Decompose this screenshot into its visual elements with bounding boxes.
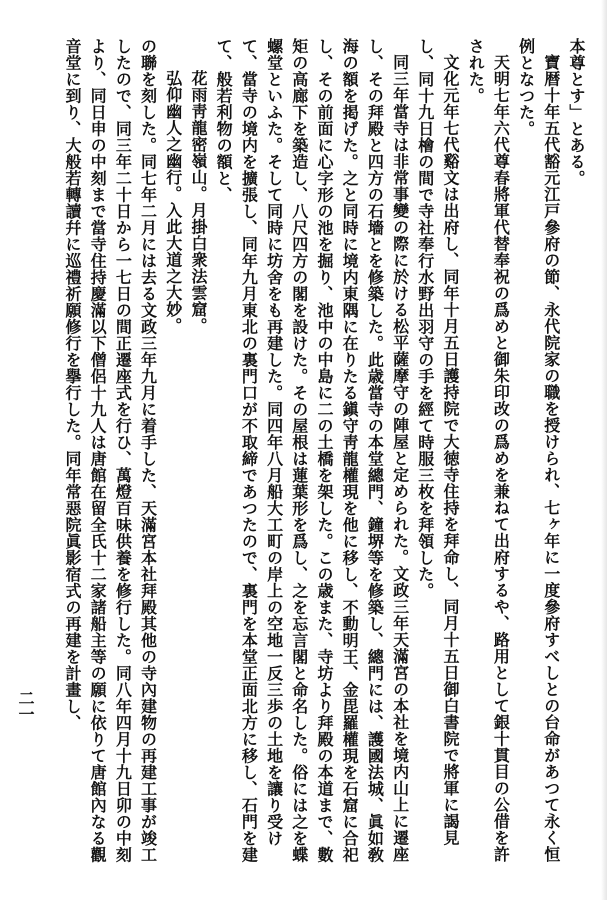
paragraph-4: 文化元年七代谿文は出府し、同年十月五日護持院で大徳寺住持を拜命し、同月十五日御白書院で將軍に謁見し、同十九日檜の間で寺社奉行水野出羽守の手を經て時服三枚を拜領した。 xyxy=(415,38,460,846)
scan-edge-shadow xyxy=(601,0,607,900)
paragraph-3: 天明七年六代尊春將軍代替奉祝の爲めと御朱印改の爲めを兼ねて出府するや、路用として銀十貫目の公借を許された。 xyxy=(466,38,511,863)
page-number: 二一 xyxy=(16,690,35,722)
paragraph-6: の聯を刻した。同七年二月には去る文政三年九月に着手した、天滿宮本社拜殿其他の寺內建物の再建工事が竣工したので、同三年二十日から一七日の間正遷座式を行ひ、萬燈百味供養を修行した。同八年四月十九日卯の中刻より、同日申の中刻まで當寺住持慶滿以下僧侶十九人は唐館在留全氏十二家諸船主等の願に依りて唐館內なる觀音堂に到り、大般若轉讀幷に巡禮祈願修行を擧行した。同年常惡院眞影宿式の再建を計畫し、 xyxy=(62,38,158,863)
couplet-line-2: 弘仰幽人之幽行。入此大道之大妙。 xyxy=(163,70,183,334)
paragraph-1: 本尊とす」とある。 xyxy=(567,38,586,187)
vertical-text-body xyxy=(9,38,589,878)
paragraph-2: 寶暦十年五代豁元江戸參府の節、永代院家の職を授けられ、七ヶ年に一度參府すべしとの台命があつて永く恒例となつた。 xyxy=(516,38,561,863)
paragraph-5: 同三年當寺は非常事變の際に於ける松平薩摩守の陣屋と定められた。文政三年天滿宮の本社を境内山上に遷座し、その拜殿と四方の石墻とを修築した。此歳當寺の本堂總門、鐘堺等を修築し、總門には、護國法城、眞如敎海の額を掲げた。之と同時に境内東隅に在りたる鎭守靑龍權現を他に移し、不動明王、金毘羅權現を石窟に合祀し、その前面に心字形の池を掘り、池中の中島に二の土橋を架した。この歳また、寺坊より拜殿の本道まで、數矩の高廊下を築造し、八尺四方の閣を設けた。その屋根は蓮葉形を爲し、之を忘言閣と命名した。俗には之を蝶螺堂といふた。そして同時に坊舍をも再建した。同四年八月船大工町の岸上の空地一反三歩の土地を讓り受けて、當寺の境内を擴張し、同年九月東北の裏門口が不取締であつたので、裏門を本堂正面北方に移し、石門を建て、般若利物の額と、 xyxy=(214,38,410,863)
couplet-line-1: 花雨靑龍密嶺山。月掛白衆法雲窟。 xyxy=(188,70,208,334)
